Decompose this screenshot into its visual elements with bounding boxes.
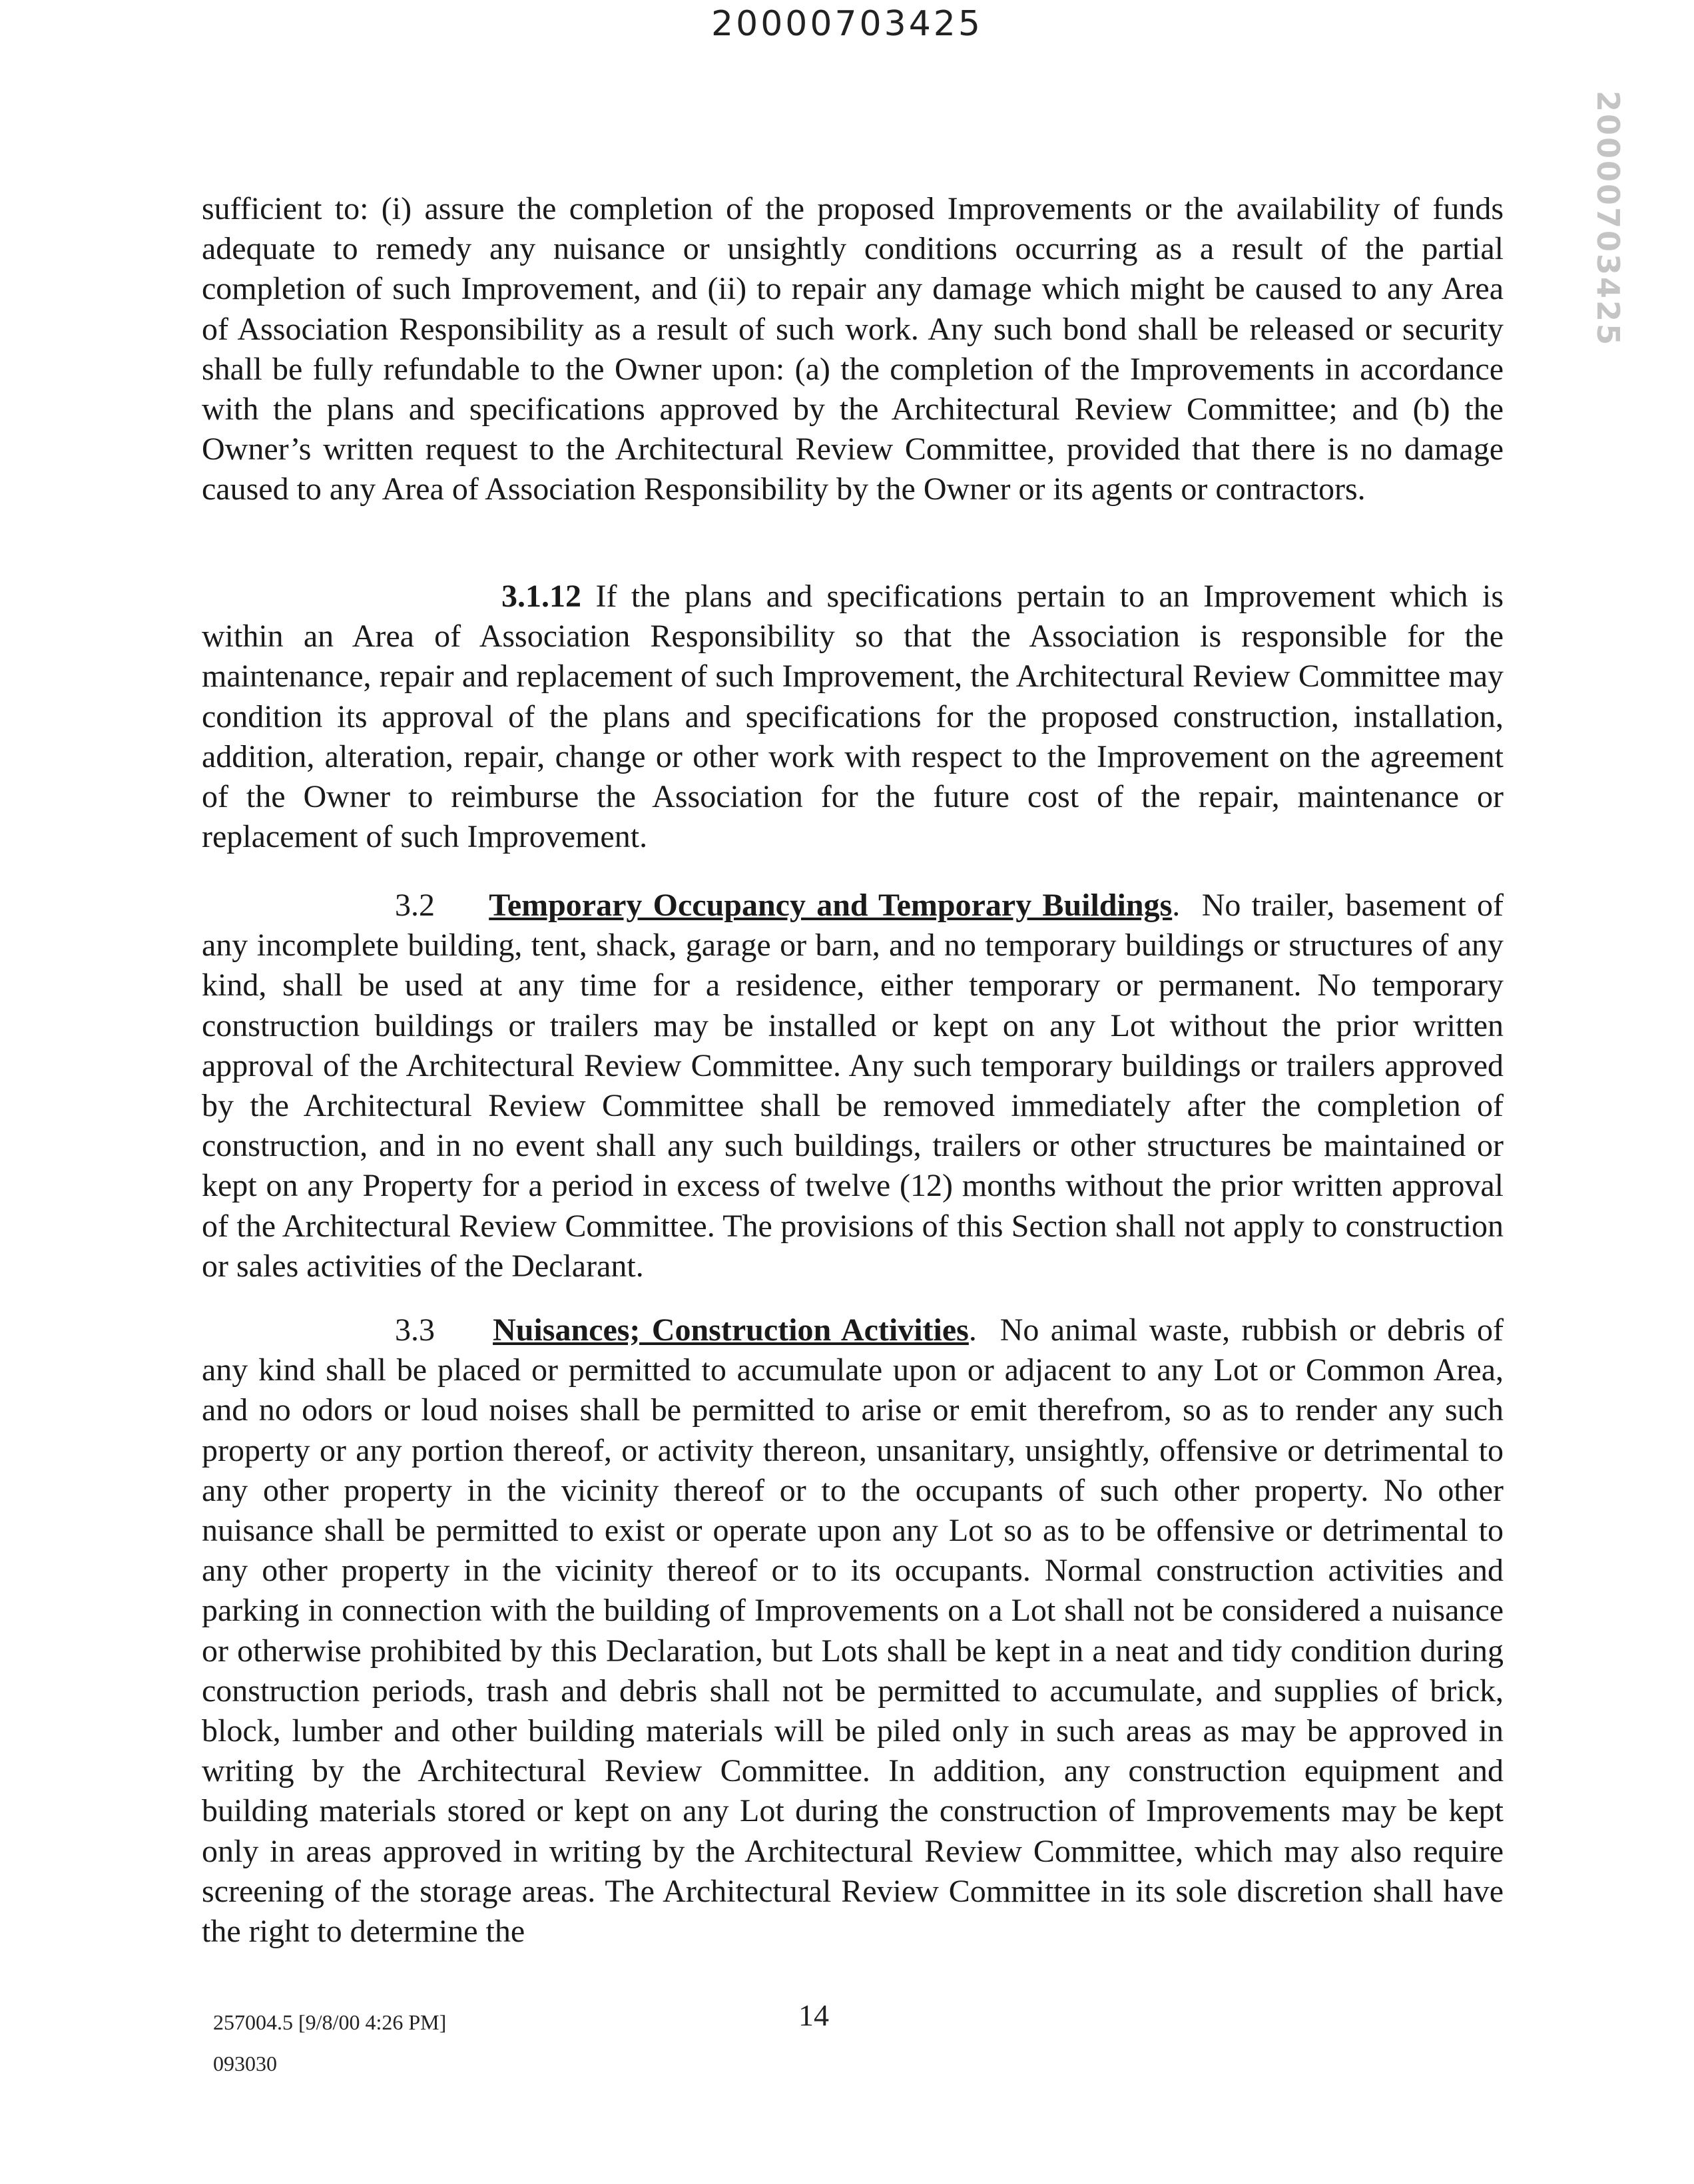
section-heading: Nuisances; Construction Activities: [493, 1312, 969, 1348]
section-3-3-paragraph: 3.3 Nuisances; Construction Activities. No animal waste, rubbish or debris of any kind shall be placed or permitted to accumulate upon or adjacent to any Lot or Common Area, and no odors or loud noises shall be permitted to arise or emit therefrom, so as to render any such property or any portion thereof, or activity thereon, unsanitary, unsightly, offensive or detrimental to any other property in the vicinity thereof or to the occupants of such other property. No other nuisance shall be permitted to exist or operate upon any Lot so as to be offensive or detrimental to any other property in the vicinity thereof or to its occupants. Normal construction activities and parking in connection with the building of Improvements on a Lot shall not be considered a nuisance or otherwise prohibited by this Declaration, but Lots shall be kept in a neat and tidy condition during construction periods, trash and debris shall not be permitted to accumulate, and supplies of brick, block, lumber and other building materials will be piled only in such areas as may be approved in writing by the Architectural Review Committee. In addition, any construction equipment and building materials stored or kept on any Lot during the construction of Improvements may be kept only in areas approved in writing by the Architectural Review Committee, which may also require screening of the storage areas. The Architectural Review Committee in its sole discretion shall have the right to determine the: [202, 1312, 1504, 1950]
section-number: 3.2: [395, 888, 435, 923]
section-3-1-12: [202, 577, 1504, 857]
footer-client-code: 093030: [213, 2051, 277, 2075]
continuation-text: sufficient to: (i) assure the completion of the proposed Improvements or the availability of funds adequate to remedy any nuisance or unsightly conditions occurring as a result of the partial completion of such Improvement, and (ii) to repair any damage which might be caused to any Area of Association Responsibility as a result of such work. Any such bond shall be released or security shall be fully refundable to the Owner upon: (a) the completion of the Improvements in accordance with the plans and specifications approved by the Architectural Review Committee; and (b) the Owner’s written request to the Architectural Review Committee, provided that there is no damage caused to any Area of Association Responsibility by the Owner or its agents or contractors.: [202, 191, 1504, 507]
section-text: If the plans and specifications pertain to an Improvement which is within an Area of Association Responsibility so that the Association is responsible for the maintenance, repair and replacement of such Improvement, the Architectural Review Committee may condition its approval of the plans and specifications for the proposed construction, installation, addition, alteration, repair, change or other work with respect to the Improvement on the agreement of the Owner to reimburse the Association for the future cost of the repair, maintenance or replacement of such Improvement.: [202, 579, 1504, 855]
section-number: 3.3: [395, 1312, 435, 1348]
section-text: No animal waste, rubbish or debris of any kind shall be placed or permitted to accumulate upon or adjacent to any Lot or Common Area, and no odors or loud noises shall be permitted to arise or emit therefrom, so as to render any such property or any portion thereof, or activity thereon, unsanitary, unsightly, offensive or detrimental to any other property in the vicinity thereof or to the occupants of such other property. No other nuisance shall be permitted to exist or operate upon any Lot so as to be offensive or detrimental to any other property in the vicinity thereof or to its occupants. Normal construction activities and parking in connection with the building of Improvements on a Lot shall not be considered a nuisance or otherwise prohibited by this Declaration, but Lots shall be kept in a neat and tidy condition during construction periods, trash and debris shall not be permitted to accumulate, and supplies of brick, block, lumber and other building materials will be piled only in such areas as may be approved in writing by the Architectural Review Committee. In addition, any construction equipment and building materials stored or kept on any Lot during the construction of Improvements may be kept only in areas approved in writing by the Architectural Review Committee, which may also require screening of the storage areas. The Architectural Review Committee in its sole discretion shall have the right to determine the: [202, 1312, 1504, 1950]
footer-reference: [213, 2002, 446, 2084]
section-3-3: [202, 1310, 1504, 1952]
section-heading: Temporary Occupancy and Temporary Buildings: [489, 888, 1173, 923]
footer-doc-ref: 257004.5 [9/8/00 4:26 PM]: [213, 2010, 447, 2034]
section-text: No trailer, basement of any incomplete building, tent, shack, garage or barn, and no temporary buildings or structures of any kind, shall be used at any time for a residence, either temporary or permanent. No temporary construction buildings or trailers may be installed or kept on any Lot without the prior written approval of the Architectural Review Committee. Any such temporary buildings or trailers approved by the Architectural Review Committee shall be removed immediately after the completion of construction, and in no event shall any such buildings, trailers or other structures be maintained or kept on any Property for a period in excess of twelve (12) months without the prior written approval of the Architectural Review Committee. The provisions of this Section shall not apply to construction or sales activities of the Declarant.: [202, 888, 1504, 1284]
section-3-1-12-paragraph: [202, 577, 1504, 857]
page-number: 14: [798, 1998, 829, 2032]
section-3-2: [202, 886, 1504, 1286]
continuation-paragraph: [202, 189, 1504, 510]
section-number: 3.1.12: [501, 579, 581, 614]
side-stamp: 20000703425: [1590, 91, 1626, 348]
document-number: 20000703425: [711, 4, 983, 44]
section-3-2-paragraph: 3.2 Temporary Occupancy and Temporary Buildings. No trailer, basement of any incomplete building, tent, shack, garage or barn, and no temporary buildings or structures of any kind, shall be used at any time for a residence, either temporary or permanent. No temporary construction buildings or trailers may be installed or kept on any Lot without the prior written approval of the Architectural Review Committee. Any such temporary buildings or trailers approved by the Architectural Review Committee shall be removed immediately after the completion of construction, and in no event shall any such buildings, trailers or other structures be maintained or kept on any Property for a period in excess of twelve (12) months without the prior written approval of the Architectural Review Committee. The provisions of this Section shall not apply to construction or sales activities of the Declarant.: [202, 888, 1504, 1284]
